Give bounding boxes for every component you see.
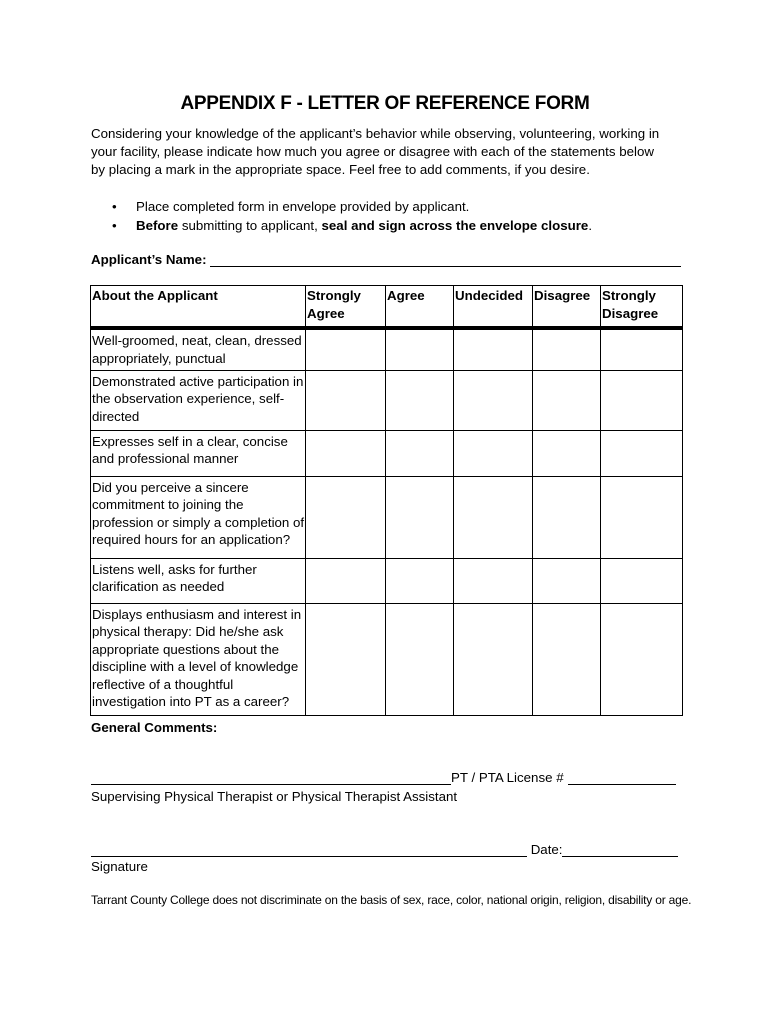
statement-cell: Did you perceive a sincere commitment to joining the profession or simply a completion of required hours for an application? xyxy=(91,476,306,558)
instructions-paragraph: Considering your knowledge of the applicant’s behavior while observing, volunteering, working in your facility, please indicate how much you agree or disagree with each of the statements below by placing a mark in the appropriate space. Feel free to add comments, if you desire. xyxy=(91,126,660,177)
rating-cell-strongly-disagree[interactable] xyxy=(601,370,683,430)
rating-cell-undecided[interactable] xyxy=(454,603,533,715)
date-label: Date: xyxy=(527,842,563,857)
table-header-row xyxy=(91,286,683,329)
header-strongly-disagree: Strongly Disagree xyxy=(601,286,683,329)
header-disagree: Disagree xyxy=(533,286,601,329)
instruction-item-envelope xyxy=(108,197,678,216)
rating-cell-strongly-agree[interactable] xyxy=(306,476,386,558)
rating-cell-disagree[interactable] xyxy=(533,476,601,558)
rating-cell-undecided[interactable] xyxy=(454,328,533,370)
rating-cell-strongly-disagree[interactable] xyxy=(601,476,683,558)
statement-cell: Demonstrated active participation in the observation experience, self-directed xyxy=(91,370,306,430)
table-row xyxy=(91,328,683,370)
rating-cell-disagree[interactable] xyxy=(533,430,601,476)
rating-cell-disagree[interactable] xyxy=(533,328,601,370)
date-field[interactable] xyxy=(562,842,678,857)
rating-cell-strongly-disagree[interactable] xyxy=(601,603,683,715)
statement-cell: Expresses self in a clear, concise and professional manner xyxy=(91,430,306,476)
signature-date-row xyxy=(91,842,681,857)
statement-cell: Well-groomed, neat, clean, dressed appropriately, punctual xyxy=(91,328,306,370)
table-row xyxy=(91,430,683,476)
header-agree: Agree xyxy=(386,286,454,329)
supervisor-label: Supervising Physical Therapist or Physical Therapist Assistant xyxy=(91,789,458,804)
statement-cell: Displays enthusiasm and interest in physical therapy: Did he/she ask appropriate questions about the discipline with a level of knowledge reflective of a thoughtful investigation into PT as a career? xyxy=(91,603,306,715)
supervisor-signature-row xyxy=(91,770,671,785)
rating-cell-agree[interactable] xyxy=(386,370,454,430)
license-number-field[interactable] xyxy=(568,770,676,785)
nondiscrimination-footer: Tarrant County College does not discriminate on the basis of sex, race, color, national origin, religion, disability or age. xyxy=(91,893,692,907)
rating-cell-strongly-agree[interactable] xyxy=(306,558,386,603)
rating-cell-agree[interactable] xyxy=(386,603,454,715)
table-row xyxy=(91,476,683,558)
signature-field[interactable] xyxy=(91,842,527,857)
instruction-emphasis: Before xyxy=(136,218,179,233)
rating-cell-strongly-disagree[interactable] xyxy=(601,430,683,476)
rating-cell-undecided[interactable] xyxy=(454,558,533,603)
applicant-name-label: Applicant’s Name: xyxy=(91,252,207,267)
instruction-list xyxy=(108,197,678,235)
instruction-text: . xyxy=(588,218,593,233)
instruction-text: submitting to applicant, xyxy=(178,218,322,233)
general-comments-label: General Comments: xyxy=(91,720,218,735)
instruction-emphasis: seal and sign across the envelope closure xyxy=(321,218,589,233)
rating-cell-undecided[interactable] xyxy=(454,476,533,558)
rating-cell-agree[interactable] xyxy=(386,430,454,476)
supervisor-signature-field[interactable] xyxy=(91,770,451,785)
rating-cell-strongly-disagree[interactable] xyxy=(601,558,683,603)
form-title: APPENDIX F - LETTER OF REFERENCE FORM xyxy=(180,93,590,114)
signature-label: Signature xyxy=(91,859,148,874)
rating-cell-undecided[interactable] xyxy=(454,430,533,476)
rating-cell-strongly-agree[interactable] xyxy=(306,370,386,430)
bullet-icon: • xyxy=(112,218,117,233)
rating-cell-disagree[interactable] xyxy=(533,603,601,715)
rating-cell-agree[interactable] xyxy=(386,476,454,558)
applicant-name-row xyxy=(91,252,681,267)
license-label: PT / PTA License # xyxy=(451,770,564,785)
rating-cell-undecided[interactable] xyxy=(454,370,533,430)
instruction-text: Place completed form in envelope provided by applicant. xyxy=(136,199,470,214)
applicant-name-field[interactable] xyxy=(210,252,681,267)
bullet-icon: • xyxy=(112,199,117,214)
header-undecided: Undecided xyxy=(454,286,533,329)
table-row xyxy=(91,603,683,715)
table-row xyxy=(91,558,683,603)
statement-cell: Listens well, asks for further clarification as needed xyxy=(91,558,306,603)
rating-cell-strongly-agree[interactable] xyxy=(306,328,386,370)
header-strongly-agree: Strongly Agree xyxy=(306,286,386,329)
rating-cell-strongly-disagree[interactable] xyxy=(601,328,683,370)
rating-cell-agree[interactable] xyxy=(386,328,454,370)
rating-cell-strongly-agree[interactable] xyxy=(306,430,386,476)
table-row xyxy=(91,370,683,430)
rating-cell-disagree[interactable] xyxy=(533,558,601,603)
rating-cell-agree[interactable] xyxy=(386,558,454,603)
rating-cell-disagree[interactable] xyxy=(533,370,601,430)
rating-table xyxy=(90,285,683,716)
header-about-applicant: About the Applicant xyxy=(91,286,306,329)
instruction-item-seal xyxy=(108,216,678,235)
rating-cell-strongly-agree[interactable] xyxy=(306,603,386,715)
